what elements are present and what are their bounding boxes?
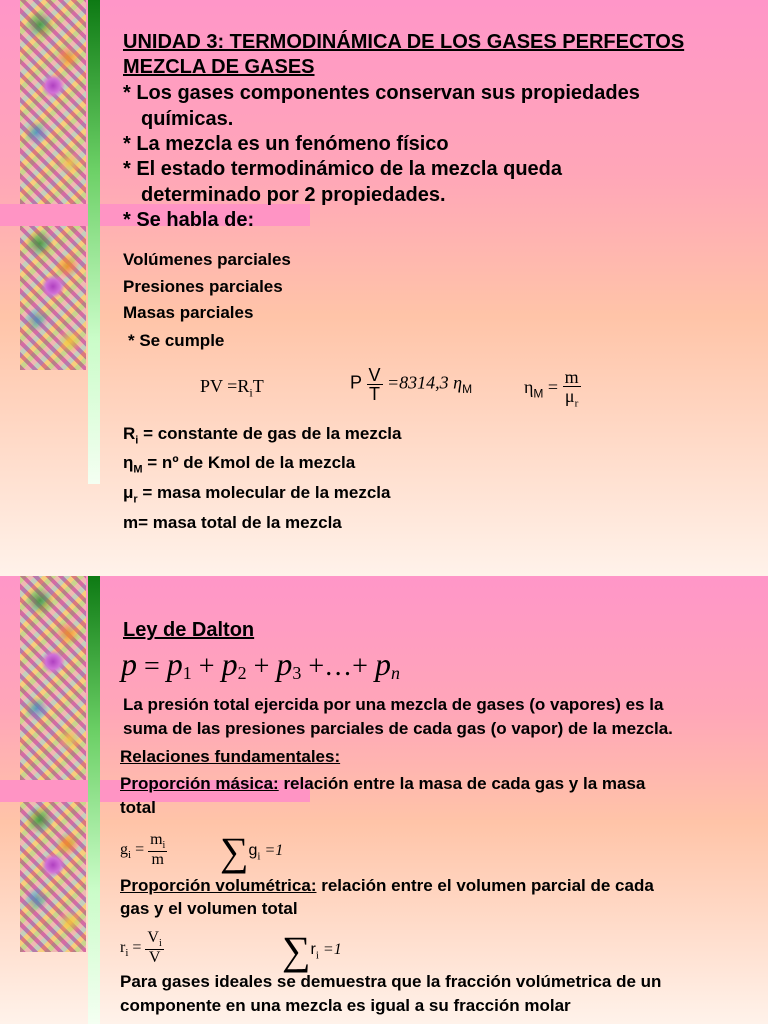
volume-fraction-sum: $\sum r_i =1$: [282, 928, 342, 973]
ideal-gas-line: Para gases ideales se demuestra que la fracción volúmetrica de un: [120, 972, 662, 991]
bullet-line: * La mezcla es un fenómeno físico: [123, 133, 449, 155]
description-line: suma de las presiones parciales de cada gas (o vapor) de la mezcla.: [123, 719, 673, 738]
bullet-line: químicas.: [141, 108, 234, 130]
list-item: Volúmenes parciales: [123, 250, 291, 269]
slide-title: Ley de Dalton: [123, 619, 255, 641]
mass-proportion-line: Proporción másica: relación entre la masa de cada gas y la masa: [120, 774, 646, 793]
decorative-collage-top: [20, 0, 86, 204]
volume-proportion-line: gas y el volumen total: [120, 899, 298, 918]
definition-line: m= masa total de la mezcla: [123, 513, 342, 532]
list-item: Presiones parciales: [123, 277, 283, 296]
definition-line: $\mu_r$ = masa molecular de la mezcla: [123, 483, 391, 506]
bullet-line: * Se habla de:: [123, 209, 255, 231]
definition-line: $R_i$ = constante de gas de la mezcla: [123, 424, 402, 447]
decorative-collage-top: [20, 576, 86, 780]
slide-ley-de-dalton: [0, 576, 768, 1024]
decorative-collage-bottom: [20, 226, 86, 370]
ideal-gas-line: componente en una mezcla es igual a su fracción molar: [120, 996, 571, 1015]
description-line: La presión total ejercida por una mezcla de gases (o vapores) es la: [123, 695, 664, 714]
decorative-collage-bottom: [20, 802, 86, 952]
equation-moles: $\eta_M$ = $\frac{m}{\mu_r}$: [524, 367, 579, 410]
definition-line: $\eta_M$ = nº de Kmol de la mezcla: [123, 453, 356, 476]
equation-gas-constant: P $\frac{V}{T}$ =8314,3 $\eta_M$: [350, 365, 473, 404]
equation-state: PV $=R_iT$: [200, 376, 264, 400]
decorative-stripe: [88, 576, 100, 1024]
volume-fraction-equation: $r_i$ = $\frac{V_i}{V}$: [120, 929, 162, 967]
volume-proportion-line: Proporción volumétrica: relación entre el volumen parcial de cada: [120, 876, 654, 895]
list-item: * Se cumple: [128, 331, 225, 350]
unit-heading: UNIDAD 3: TERMODINÁMICA DE LOS GASES PERFECTOS: [123, 31, 685, 53]
mass-fraction-sum: $\sum g_i =1$: [220, 829, 284, 874]
section-subtitle: Relaciones fundamentales:: [120, 747, 341, 766]
section-heading: MEZCLA DE GASES: [123, 56, 315, 78]
bullet-line: * Los gases componentes conservan sus propiedades: [123, 82, 640, 104]
dalton-equation: $p = p_1 + p_2 + p_3$ +…+ $p_n$: [121, 646, 400, 684]
bullet-line: * El estado termodinámico de la mezcla queda: [123, 158, 563, 180]
mass-proportion-line: total: [120, 798, 156, 817]
list-item: Masas parciales: [123, 303, 254, 322]
bullet-line: determinado por 2 propiedades.: [141, 184, 446, 206]
mass-fraction-equation: $g_i$ = $\frac{m_i}{m}$: [120, 831, 166, 869]
decorative-stripe: [88, 0, 100, 484]
